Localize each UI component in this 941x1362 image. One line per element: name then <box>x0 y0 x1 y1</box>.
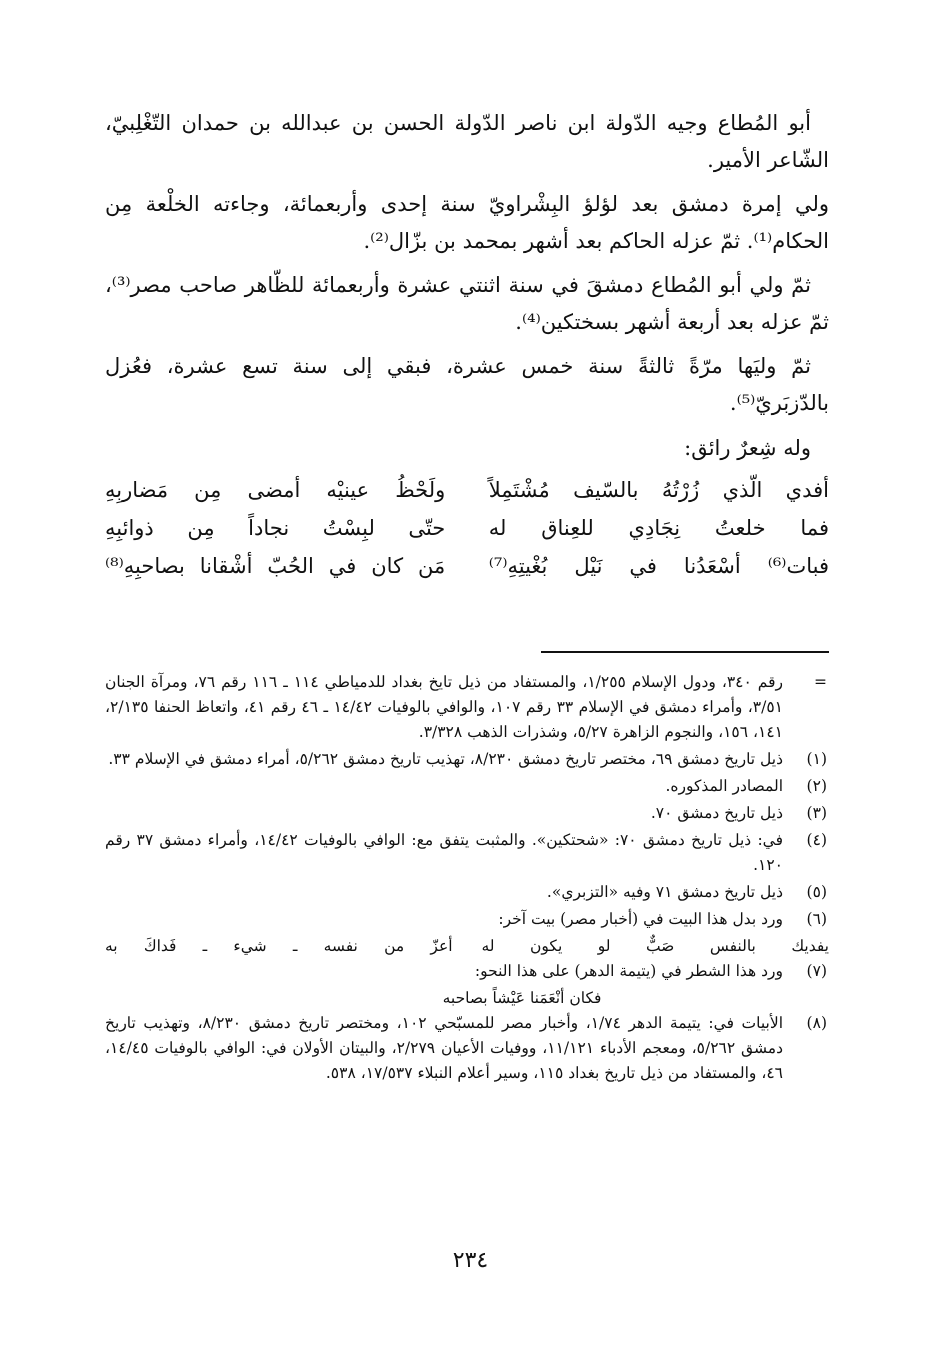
paragraph-1: أبو المُطاع وجيه الدّولة ابن ناصر الدّولة الحسن بن عبدالله بن حمدان التّغْلِبيّ، الشّاعر الأمير. <box>105 111 829 172</box>
verse-second-hemistich: مَن كان في الحُبّ أشْقانا بصاحبِهِ⁽⁸⁾ <box>105 553 446 578</box>
verse-first-hemistich: فما خلعتُ نِجَادِي للعِناق له <box>488 515 829 540</box>
footnote-separator <box>541 651 829 653</box>
verse-second-hemistich: حتّى لبِسْتُ نجاداً مِن ذوائبِهِ <box>105 515 446 540</box>
paragraph-4: ثمّ وليَها مرّةً ثالثةً سنة خمس عشرة، فبقي إلى سنة تسع عشرة، فعُزل بالدّزبَريّ⁽⁵⁾. <box>105 354 829 415</box>
footnote-text: الأبيات في: يتيمة الدهر ١/٧٤، وأخبار مصر للمسبّحي ١٠٢، ومختصر تاريخ دمشق ٨/٢٣٠، وتهذيب تاريخ دمشق ٥/٢٦٢، ومعجم الأدباء ١١/١٢١، ووفيات الأعيان ٢/٢٧٩، والبيتان الأولان في: الوافي بالوفيات ١٤/٤٥، ٤٦، والمستفاد من ذيل تاريخ بغداد ١١٥، وسير أعلام النبلاء ١٧/٥٣٧، ٥٣٨. <box>105 1014 783 1082</box>
paragraph-2: ولي إمرة دمشق بعد لؤلؤ البِشْراويّ سنة إحدى وأربعمائة، وجاءته الخلْعة مِن الحكام⁽¹⁾. ثمّ عزله الحاكم بعد أشهر بمحمد بن بزّال⁽²⁾. <box>105 192 829 253</box>
verse-second-hemistich: ولَحْظُ عينيْه أمضى مِن مَضاربِهِ <box>105 477 446 502</box>
footnote-number: (٦) <box>806 910 827 928</box>
verse-first-hemistich: أفدي الّذي زُرْتُهُ بالسّيف مُشْتَمِلاً <box>488 477 829 502</box>
footnote <box>105 907 829 932</box>
paragraph-3: ثمّ ولي أبو المُطاع دمشقَ في سنة اثنتي عشرة وأربعمائة للظّاهر صاحب مصر⁽³⁾، ثمّ عزله بعد أربعة أشهر بسختكين⁽⁴⁾. <box>105 273 829 334</box>
footnote-number: (٧) <box>806 962 827 980</box>
footnote-continuation <box>105 670 829 745</box>
verse-second-hemistich: أعزّ من نفسه ـ شيء ـ فَداكَ به <box>105 937 453 955</box>
poetry-intro: وله شِعرٌ رائق: <box>684 436 811 460</box>
poem-verse <box>105 547 829 585</box>
footnote-verse-line: فكان أنْعَمَنا عَيْشاً بصاحبه <box>442 989 602 1007</box>
verse-first-hemistich: فبات⁽⁶⁾ أسْعَدُنا في نَيْل بُغْيتِهِ⁽⁷⁾ <box>488 553 829 578</box>
footnote-text: ذيل تاريخ دمشق ٦٩، مختصر تاريخ دمشق ٨/٢٣٠، تهذيب تاريخ دمشق ٥/٢٦٢، أمراء دمشق في الإسلام ٣٣. <box>108 750 783 768</box>
footnote-number: (١) <box>806 750 827 768</box>
footnote-number: (٤) <box>806 831 827 849</box>
footnote-number: (٥) <box>806 883 827 901</box>
footnote-text: ذيل تاريخ دمشق ٧٠. <box>650 804 783 822</box>
page-number: ٢٣٤ <box>452 1248 489 1273</box>
footnote <box>105 747 829 772</box>
footnote <box>105 959 829 984</box>
footnote-number: (٢) <box>806 777 827 795</box>
footnote-text: ورد هذا الشطر في (يتيمة الدهر) على هذا النحو: <box>474 962 783 980</box>
poem-verse <box>105 471 829 509</box>
footnote <box>105 774 829 799</box>
footnote <box>105 801 829 826</box>
footnote <box>105 880 829 905</box>
poem-verse <box>105 509 829 547</box>
footnote-text: ذيل تاريخ دمشق ٧١ وفيه «التزبري». <box>546 883 783 901</box>
footnote-verse <box>105 934 829 959</box>
footnote-number: (٣) <box>806 804 827 822</box>
footnote-text: رقم ٣٤٠، ودول الإسلام ١/٢٥٥، والمستفاد من ذيل تايخ بغداد للدمياطي ١١٤ ـ ١١٦ رقم ٧٦، ومرآة الجنان ٣/٥١، وأمراء دمشق في الإسلام ٣٣ رقم ١٠٧، والوافي بالوفيات ١٤/٤٢ ـ ٤٦ رقم ٤١، واتعاظ الحنفا ٢/١٣٥، ١٤١، ١٥٦، والنجوم الزاهرة ٥/٢٧، وشذرات الذهب ٣/٣٢٨. <box>105 673 783 741</box>
poem <box>105 471 829 585</box>
footnote-text: ورد بدل هذا البيت في (أخبار مصر) بيت آخر: <box>498 910 783 928</box>
footnote-text: المصادر المذكوره. <box>665 777 783 795</box>
main-text <box>105 105 829 585</box>
footnote <box>105 1011 829 1086</box>
verse-first-hemistich: يفديك بالنفس صَبٌّ لو يكون له <box>481 937 829 955</box>
footnote-number: (٨) <box>806 1014 827 1032</box>
footnote <box>105 828 829 878</box>
footnote-text: في: ذيل تاريخ دمشق ٧٠: «شحتكين». والمثبت يتفق مع: الوافي بالوفيات ١٤/٤٢، وأمراء دمشق ٣٧ رقم ١٢٠. <box>105 831 784 874</box>
footnote-number: = <box>814 673 827 691</box>
footnotes <box>105 670 829 1088</box>
